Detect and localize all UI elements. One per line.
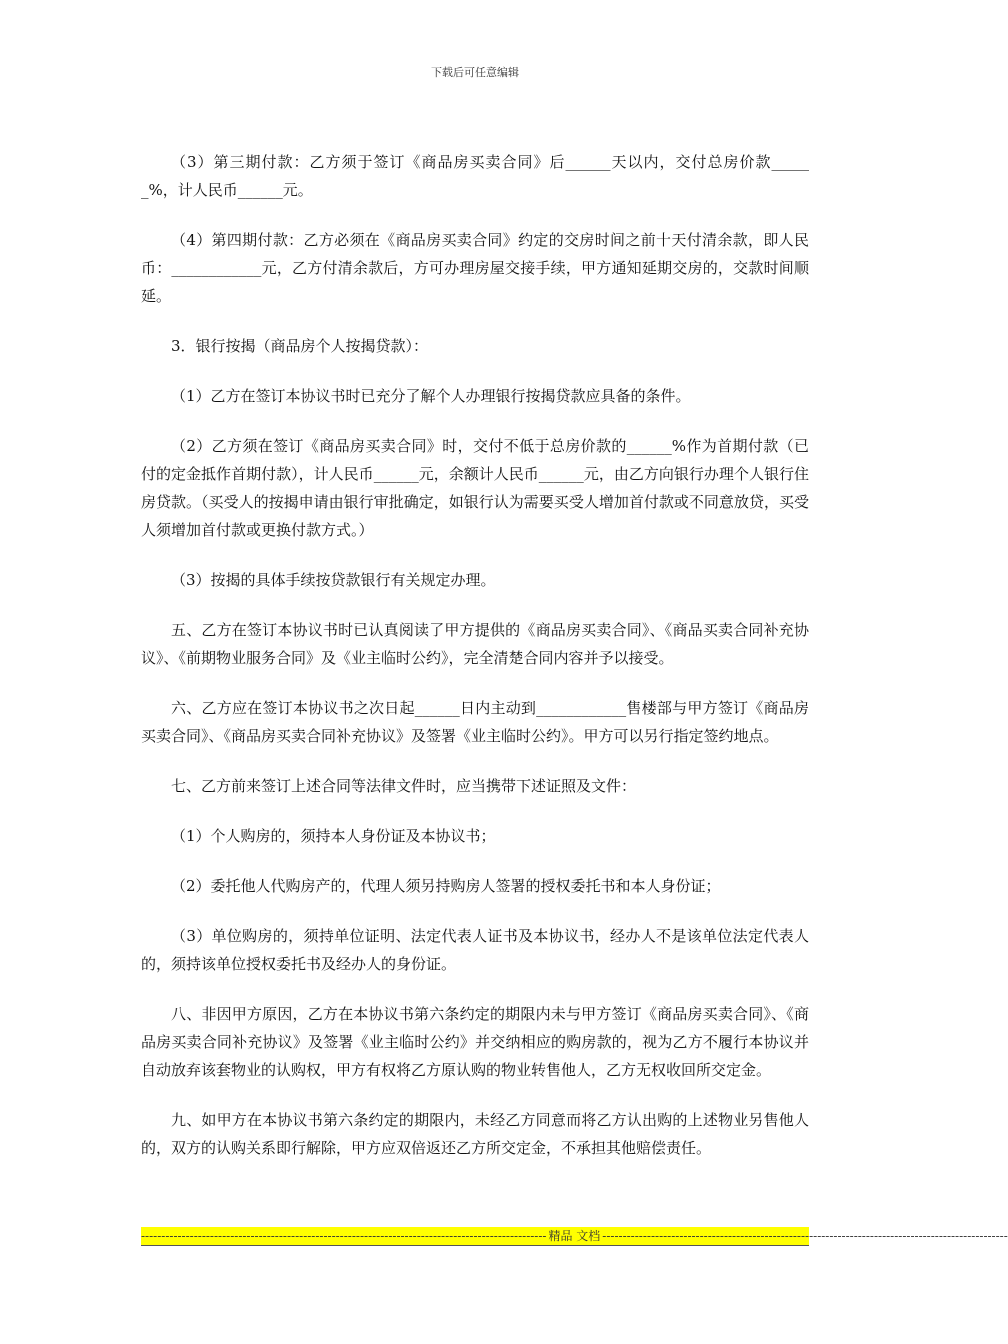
paragraph-clause-7: 七、乙方前来签订上述合同等法律文件时，应当携带下述证照及文件：	[171, 777, 637, 795]
footer-dash-right: ----------------------------------------------------------------------------------------------------	[602, 1229, 1008, 1243]
footer-label: 精品 文档	[548, 1229, 601, 1243]
document-body	[141, 148, 809, 1184]
paragraph-clause-9: 九、如甲方在本协议书第六条约定的期限内，未经乙方同意而将乙方认出购的上述物业另售他人的，双方的认购关系即行解除，甲方应双倍返还乙方所交定金，不承担其他赔偿责任。	[141, 1111, 809, 1157]
paragraph-clause-5: 五、乙方在签订本协议书时已认真阅读了甲方提供的《商品房买卖合同》、《商品买卖合同补充协议》、《前期物业服务合同》及《业主临时公约》，完全清楚合同内容并予以接受。	[141, 621, 809, 667]
paragraph-clause-7-item-2: （2）委托他人代购房产的，代理人须另持购房人签署的授权委托书和本人身份证；	[171, 877, 721, 895]
paragraph-mortgage-item-3: （3）按揭的具体手续按贷款银行有关规定办理。	[171, 571, 496, 589]
paragraph-clause-7-item-1: （1）个人购房的，须持本人身份证及本协议书；	[171, 827, 496, 845]
paragraph-clause-7-item-3: （3）单位购房的，须持单位证明、法定代表人证书及本协议书，经办人不是该单位法定代表人的，须持该单位授权委托书及经办人的身份证。	[141, 927, 809, 973]
paragraph-mortgage-item-2: （2）乙方须在签订《商品房买卖合同》时，交付不低于总房价款的______%作为首期付款（已付的定金抵作首期付款），计人民币______元，余额计人民币______元，由乙方向银行办理个人银行住房贷款。（买受人的按揭申请由银行审批确定，如银行认为需要买受人增加首付款或不同意放贷，买受人须增加首付款或更换付款方式。）	[141, 437, 809, 539]
paragraph-bank-mortgage-heading: 3．银行按揭（商品房个人按揭贷款）：	[171, 337, 429, 355]
footer-dash-left: ----------------------------------------------------------------------------------------------------	[141, 1229, 547, 1243]
paragraph-clause-6: 六、乙方应在签订本协议书之次日起______日内主动到____________售楼部与甲方签订《商品房买卖合同》、《商品房买卖合同补充协议》及签署《业主临时公约》。甲方可以另行指定签约地点。	[141, 699, 809, 745]
page-header-note: 下载后可任意编辑	[431, 66, 519, 79]
paragraph-clause-8: 八、非因甲方原因，乙方在本协议书第六条约定的期限内未与甲方签订《商品房买卖合同》、《商品房买卖合同补充协议》及签署《业主临时公约》并交纳相应的购房款的，视为乙方不履行本协议并自动放弃该套物业的认购权，甲方有权将乙方原认购的物业转售他人，乙方无权收回所交定金。	[141, 1005, 809, 1079]
paragraph-fourth-payment: （4）第四期付款：乙方必须在《商品房买卖合同》约定的交房时间之前十天付清余款，即人民币：____________元，乙方付清余款后，方可办理房屋交接手续，甲方通知延期交房的，交款时间顺延。	[141, 231, 809, 305]
paragraph-third-payment: （3）第三期付款：乙方须于签订《商品房买卖合同》后______天以内，交付总房价款______%，计人民币______元。	[141, 153, 809, 199]
footer-banner	[141, 1227, 1008, 1246]
paragraph-mortgage-item-1: （1）乙方在签订本协议书时已充分了解个人办理银行按揭贷款应具备的条件。	[171, 387, 691, 405]
